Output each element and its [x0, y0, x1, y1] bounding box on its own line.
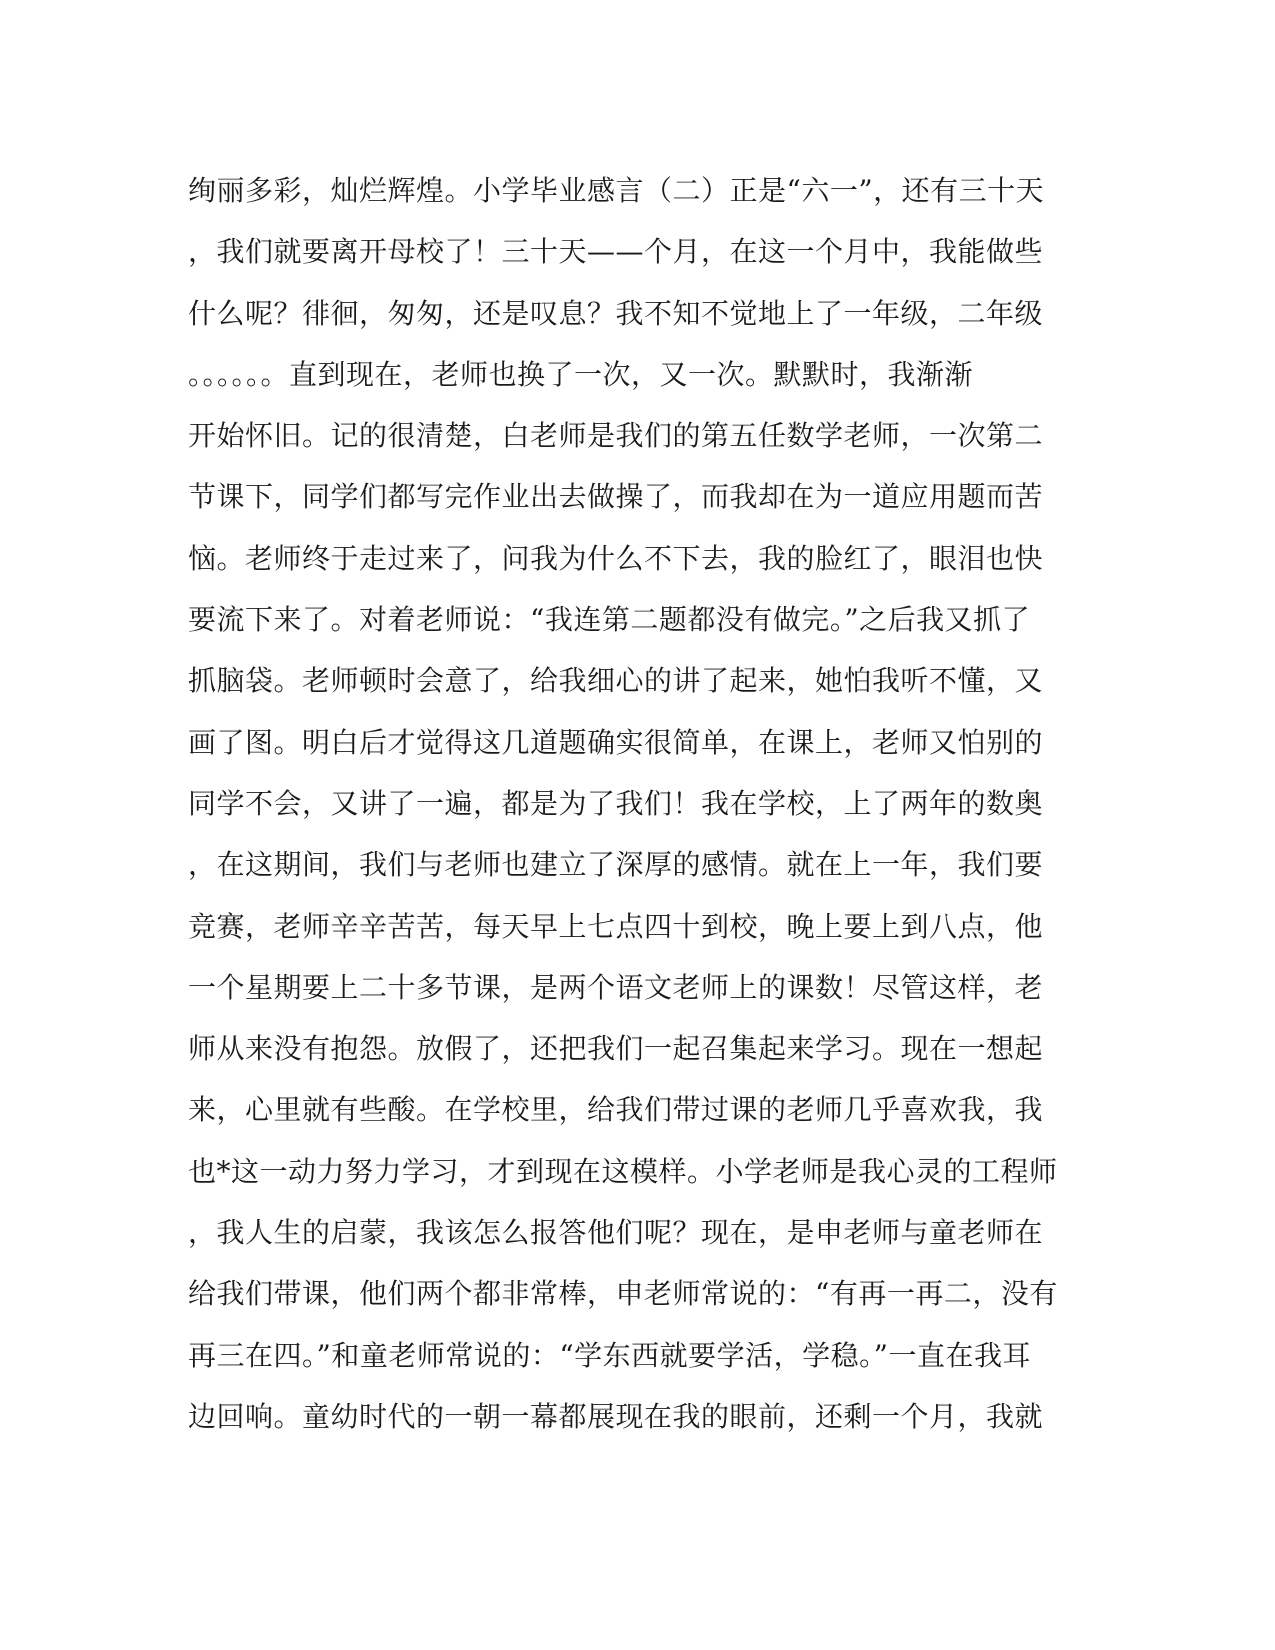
text-line: 一个星期要上二十多节课，是两个语文老师上的课数！尽管这样，老 [188, 970, 1044, 1004]
text-line: 竞赛，老师辛辛苦苦，每天早上七点四十到校，晚上要上到八点，他 [188, 909, 1044, 943]
body-text [188, 160, 1088, 1447]
text-line: ，我人生的启蒙，我该怎么报答他们呢？现在，是申老师与童老师在 [188, 1216, 1044, 1250]
text-line: 要流下来了。对着老师说：“我连第二题都没有做完。”之后我又抓了 [188, 603, 1031, 637]
text-line: 绚丽多彩，灿烂辉煌。小学毕业感言（二）正是“六一”，还有三十天 [188, 174, 1045, 207]
text-line: 抓脑袋。老师顿时会意了，给我细心的讲了起来，她怕我听不懂，又 [188, 664, 1044, 698]
text-line: 边回响。童幼时代的一朝一幕都展现在我的眼前，还剩一个月，我就 [188, 1399, 1044, 1433]
text-line: 开始怀旧。记的很清楚，白老师是我们的第五任数学老师，一次第二 [188, 419, 1044, 453]
text-line: 恼。老师终于走过来了，问我为什么不下去，我的脸红了，眼泪也快 [188, 541, 1044, 575]
text-line: ，我们就要离开母校了！三十天——个月，在这一个月中，我能做些 [188, 235, 1044, 269]
text-line: 给我们带课，他们两个都非常棒，申老师常说的：“有再一再二，没有 [188, 1277, 1058, 1311]
text-line: 同学不会，又讲了一遍，都是为了我们！我在学校，上了两年的数奥 [188, 786, 1044, 820]
text-line: 节课下，同学们都写完作业出去做操了，而我却在为一道应用题而苦 [188, 480, 1044, 514]
text-line: 再三在四。”和童老师常说的：“学东西就要学活，学稳。”一直在我耳 [188, 1338, 1031, 1372]
text-line: 画了图。明白后才觉得这几道题确实很简单，在课上，老师又怕别的 [188, 725, 1044, 759]
text-line: 什么呢？徘徊，匆匆，还是叹息？我不知不觉地上了一年级，二年级 [188, 296, 1044, 330]
text-line: 也*这一动力努力学习，才到现在这模样。小学老师是我心灵的工程师 [188, 1154, 1058, 1188]
text-line: 。。。。。。直到现在，老师也换了一次，又一次。默默时，我渐渐 [188, 357, 974, 391]
text-line: ，在这期间，我们与老师也建立了深厚的感情。就在上一年，我们要 [188, 848, 1044, 882]
text-line: 师从来没有抱怨。放假了，还把我们一起召集起来学习。现在一想起 [188, 1032, 1044, 1066]
text-line: 来，心里就有些酸。在学校里，给我们带过课的老师几乎喜欢我，我 [188, 1093, 1044, 1127]
